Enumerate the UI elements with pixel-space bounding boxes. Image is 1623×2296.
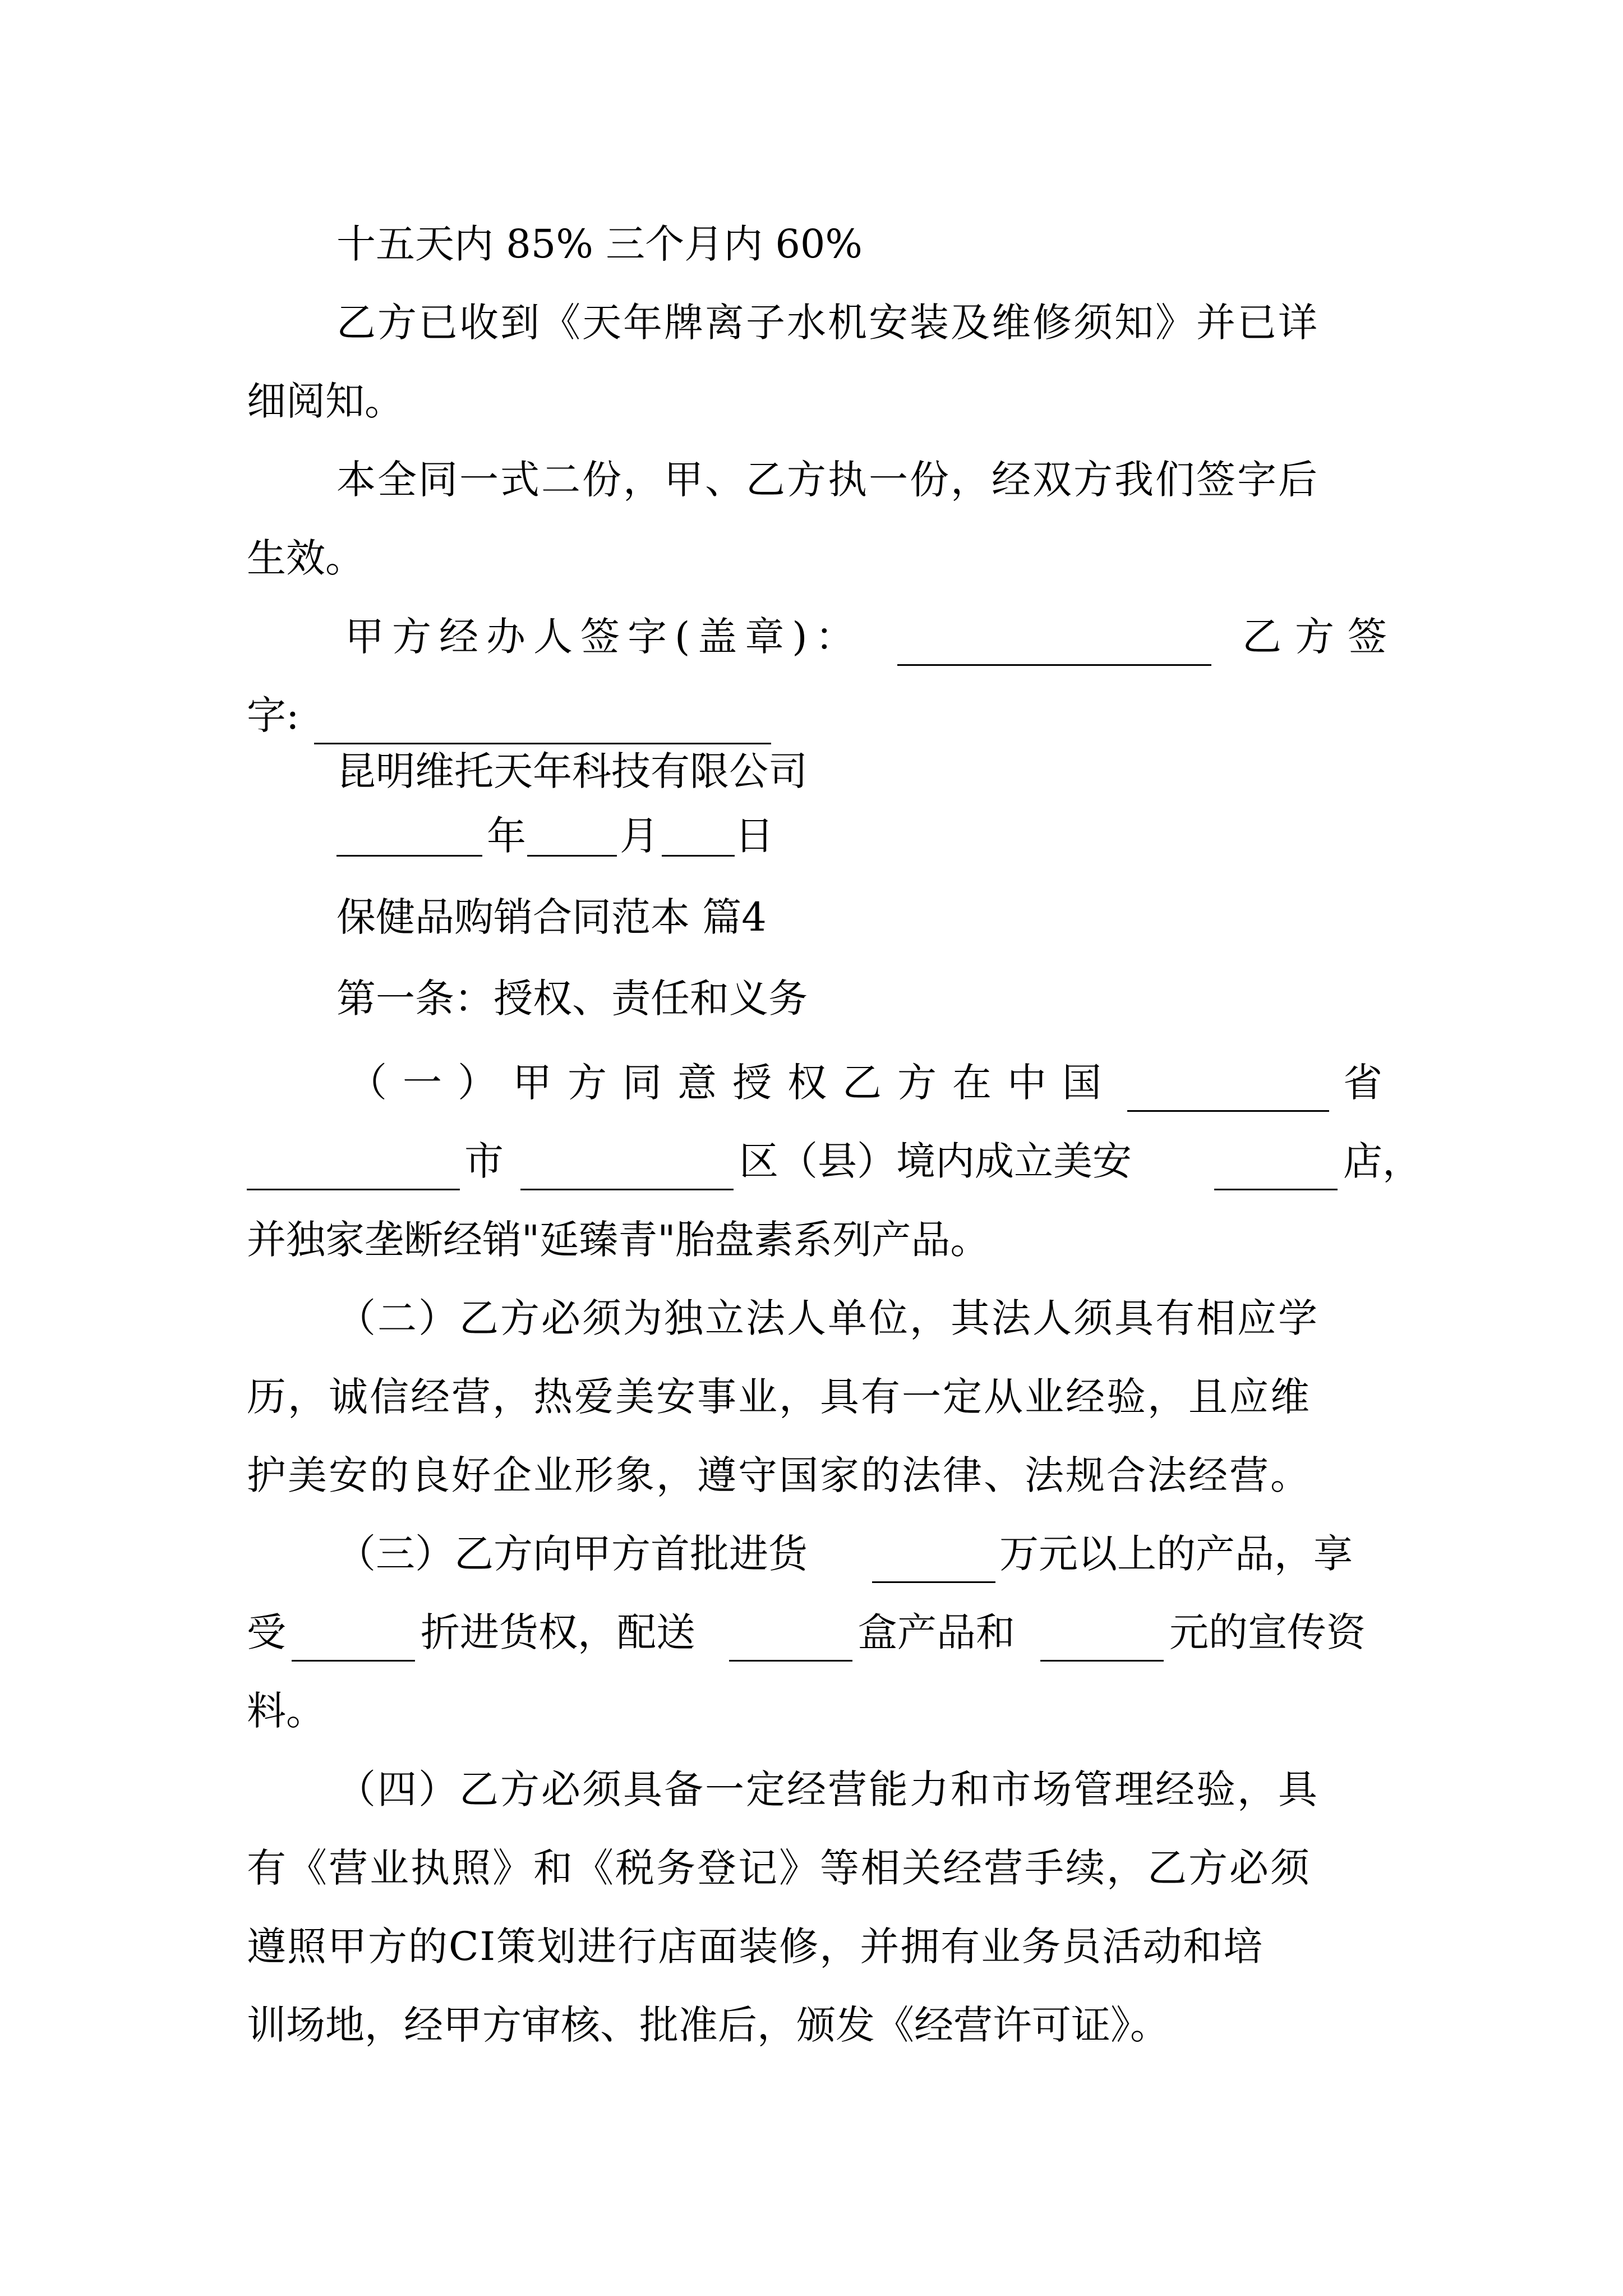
text-line [336,1761,1319,1818]
day-blank [662,813,735,857]
text-line [735,808,774,864]
month-label: 月 [620,813,659,859]
line-text: 区（县）境内成立美安 [739,1138,1132,1184]
text-line [336,1290,1319,1346]
line-text: 十五天内 85% 三个月内 60% [336,221,863,267]
text-line [247,373,404,429]
promo-amount-blank [1040,1618,1164,1662]
text-line [999,1526,1353,1582]
district-blank [520,1147,734,1190]
line-text: 历，诚信经营，热爱美安事业，具有一定从业经验，且应维 [247,1374,1311,1420]
line-text: 并独家垄断经销"延臻青"胎盘素系列产品。 [247,1217,990,1263]
section-heading [336,970,808,1027]
store-blank [1214,1147,1338,1190]
text-line [348,1055,1117,1111]
company-name: 昆明维托天年科技有限公司 [336,748,808,794]
text-line [858,1604,1015,1660]
text-line [247,1997,1169,2053]
text-line [1169,1604,1366,1660]
text-line [247,1683,325,1739]
text-line [247,1212,989,1268]
signature-line [345,609,863,665]
city-blank [247,1147,460,1190]
article-title: 保健品购销合同范本 篇4 [336,894,767,940]
text-line [336,743,808,799]
signature-line [1242,609,1400,665]
province-label: 省 [1343,1060,1382,1106]
line-text: 乙方已收到《天年牌离子水机安装及维修须知》并已详 [336,300,1319,346]
discount-blank [292,1618,415,1662]
boxes-blank [729,1618,852,1662]
line-text: 折进货权，配送 [421,1609,695,1655]
line-text: 有《营业执照》和《税务登记》等相关经营手续，乙方必须 [247,1845,1311,1891]
text-line [336,1526,808,1582]
signature-line [247,687,299,743]
text-line [247,1447,1311,1503]
year-blank [336,813,482,857]
section-heading [336,889,767,945]
text-line [620,808,659,864]
text-line [421,1604,695,1660]
clause-title: 第一条：授权、责任和义务 [336,976,808,1022]
party-a-signature-blank [897,623,1211,666]
line-text: 训场地，经甲方审核、批准后，颁发《经营许可证》。 [247,2002,1169,2048]
line-text: 本全同一式二份，甲、乙方执一份，经双方我们签字后 [336,457,1319,503]
text-line [336,452,1319,508]
line-text: 万元以上的产品，享 [999,1531,1353,1577]
text-line [247,1369,1311,1425]
line-text: 护美安的良好企业形象，遵守国家的法律、法规合法经营。 [247,1452,1311,1498]
text-line [487,808,526,864]
city-label: 市 [464,1138,504,1184]
text-line [247,1840,1311,1896]
store-label: 店， [1343,1138,1422,1184]
text-line [247,1604,286,1660]
line-text: （一）甲方同意授权乙方在中国 [348,1060,1117,1106]
line-text: 料。 [247,1688,325,1734]
line-text: 受 [247,1609,286,1655]
year-label: 年 [487,813,526,859]
line-text: （三）乙方向甲方首批进货 [336,1531,808,1577]
text-line [464,1133,504,1189]
party-b-signature-label-cont: 字: [247,692,299,738]
text-line [1343,1133,1422,1189]
day-label: 日 [735,813,774,859]
text-line [739,1133,1132,1189]
text-line [1343,1055,1382,1111]
month-blank [527,813,617,857]
line-text: 盒产品和 [858,1609,1015,1655]
first-order-amount-blank [872,1540,995,1583]
text-line [247,1918,1264,1975]
province-blank [1127,1069,1329,1112]
line-text: （二）乙方必须为独立法人单位，其法人须具有相应学 [336,1295,1319,1341]
text-line [247,530,365,586]
line-text: （四）乙方必须具备一定经营能力和市场管理经验，具 [336,1766,1319,1812]
text-line [336,295,1319,351]
line-text: 生效。 [247,535,365,581]
text-line [336,216,863,272]
line-text: 元的宣传资 [1169,1609,1366,1655]
party-b-signature-label: 乙方签 [1242,614,1400,660]
line-text: 遵照甲方的CI策划进行店面装修，并拥有业务员活动和培 [247,1924,1264,1970]
line-text: 细阅知。 [247,378,404,424]
party-b-signature-blank [314,701,771,744]
party-a-signature-label: 甲方经办人签字(盖章)： [345,614,863,660]
